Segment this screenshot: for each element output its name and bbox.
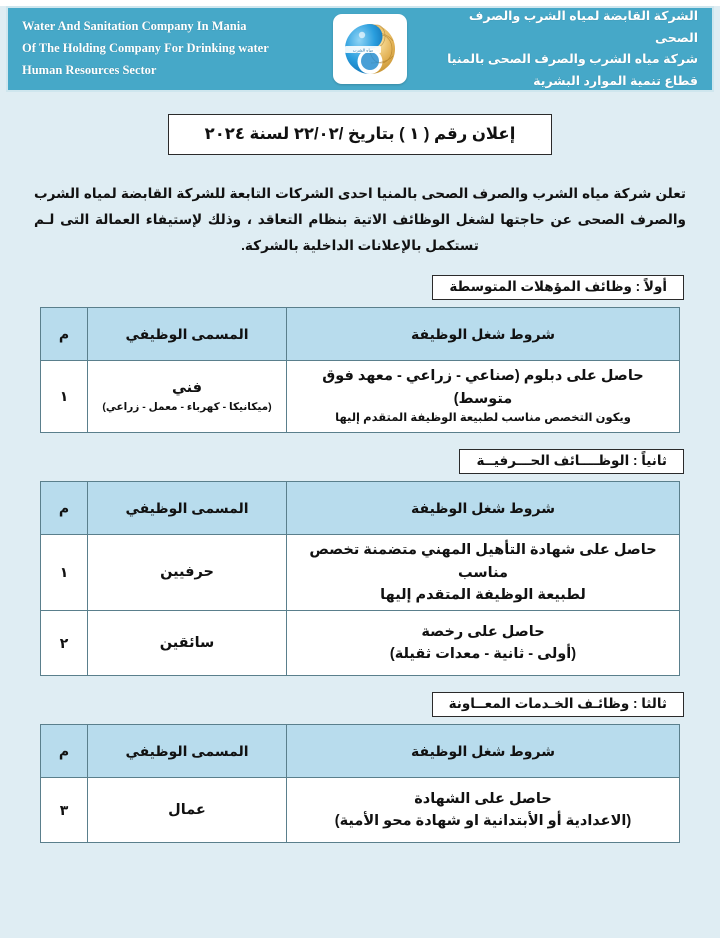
job-title-main: حرفيين <box>160 564 214 581</box>
column-header-job-title: المسمى الوظيفي <box>88 308 287 361</box>
job-title-main: سائقين <box>159 634 215 651</box>
job-title-main: عمال <box>168 801 206 818</box>
column-header-job-title: المسمى الوظيفي <box>88 725 287 778</box>
cell-job-title <box>88 535 287 611</box>
cell-job-title <box>88 361 287 433</box>
header-english-block <box>22 16 312 82</box>
svg-text:مياه الشرب: مياه الشرب <box>352 47 374 53</box>
jobs-table-intermediate-qualifications <box>40 307 680 433</box>
header-arabic-line-1: الشركة القابضة لمياه الشرب والصرف الصحى <box>468 9 698 45</box>
announcement-title-row <box>6 114 714 155</box>
column-header-job-title: المسمى الوظيفي <box>88 482 287 535</box>
section-3-label-row <box>6 692 714 717</box>
jobs-table-support-services <box>40 724 680 843</box>
table-row <box>41 611 680 676</box>
company-logo <box>333 14 407 84</box>
section-heading-first: أولاً : وظائف المؤهلات المتوسطة <box>432 275 684 300</box>
header-english-line-2: Of The Holding Company For Drinking water <box>22 41 269 56</box>
conditions-sub-text: ويكون التخصص مناسب لطبيعة الوظيفة المتقدم إليها <box>335 412 631 425</box>
document-body <box>6 114 714 867</box>
column-header-conditions: شروط شغل الوظيفة <box>287 482 680 535</box>
jobs-table-craft-jobs <box>40 481 680 676</box>
table-row <box>41 778 680 843</box>
header-arabic-line-3: قطاع تنمية الموارد البشرية <box>533 73 698 88</box>
section-1-label-row <box>6 275 714 300</box>
column-header-number: م <box>41 482 88 535</box>
conditions-sub-text: (الاعدادية أو الأبتدانية او شهادة محو الأمية) <box>334 813 632 830</box>
header-arabic-block <box>428 6 698 92</box>
table-row <box>41 361 680 433</box>
header-english-line-1: Water And Sanitation Company In Mania <box>22 19 247 34</box>
column-header-number: م <box>41 725 88 778</box>
header-english-line-3: Human Resources Sector <box>22 62 157 77</box>
intro-paragraph: تعلن شركة مياه الشرب والصرف الصحى بالمنيا احدى الشركات التابعة للشركة القابضة لمياه الشرب والصرف الصحى عن حاجتها لشغل الوظائف الاتية بنظام التعاقد ، وذلك لإستيفاء العمالة التى لـم تستكمل بالإعلانات الداخلية بالشركة. <box>34 186 686 254</box>
cell-row-number: ١ <box>41 361 88 433</box>
conditions-sub-text: لطبيعة الوظيفة المتقدم إليها <box>380 586 586 603</box>
announcement-title-box <box>168 114 552 155</box>
job-title-main: فني <box>171 380 203 397</box>
cell-row-number: ٣ <box>41 778 88 843</box>
table-header-row <box>41 308 680 361</box>
cell-conditions <box>287 611 680 676</box>
section-heading-second: ثانياً : الوظــــائف الحـــرفيــة <box>459 449 684 474</box>
cell-conditions <box>287 535 680 611</box>
bottom-spacer <box>6 843 714 857</box>
cell-conditions <box>287 778 680 843</box>
conditions-main-text: حاصل على شهادة التأهيل المهني متضمنة تخصص مناسب <box>309 542 657 581</box>
table-row <box>41 535 680 611</box>
cell-row-number: ٢ <box>41 611 88 676</box>
document-header-band <box>6 6 714 92</box>
conditions-main-text: حاصل على الشهادة <box>414 790 552 807</box>
cell-job-title <box>88 778 287 843</box>
conditions-main-text: حاصل على رخصة <box>421 623 545 640</box>
table-header-row <box>41 725 680 778</box>
conditions-main-text: حاصل على دبلوم (صناعي - زراعي - معهد فوق متوسط) <box>322 368 644 407</box>
table-header-row <box>41 482 680 535</box>
cell-conditions <box>287 361 680 433</box>
job-title-sub: (ميكانيكا - كهرباء - معمل - زراعي) <box>102 401 272 414</box>
page-title: إعلان رقم ( ١ ) بتاريخ /٢٢/٠٢ لسنة ٢٠٢٤ <box>204 125 516 143</box>
cell-job-title <box>88 611 287 676</box>
company-water-drop-globe-logo-icon <box>337 19 403 79</box>
column-header-conditions: شروط شغل الوظيفة <box>287 725 680 778</box>
column-header-number: م <box>41 308 88 361</box>
document-page <box>0 6 720 938</box>
section-heading-third: ثالثا : وظائـف الخـدمات المعــاونة <box>432 692 684 717</box>
section-2-label-row <box>6 449 714 474</box>
conditions-sub-text: (أولى - ثانية - معدات ثقيلة) <box>389 646 577 663</box>
cell-row-number: ١ <box>41 535 88 611</box>
header-arabic-line-2: شركة مياه الشرب والصرف الصحى بالمنيا <box>447 52 698 66</box>
column-header-conditions: شروط شغل الوظيفة <box>287 308 680 361</box>
